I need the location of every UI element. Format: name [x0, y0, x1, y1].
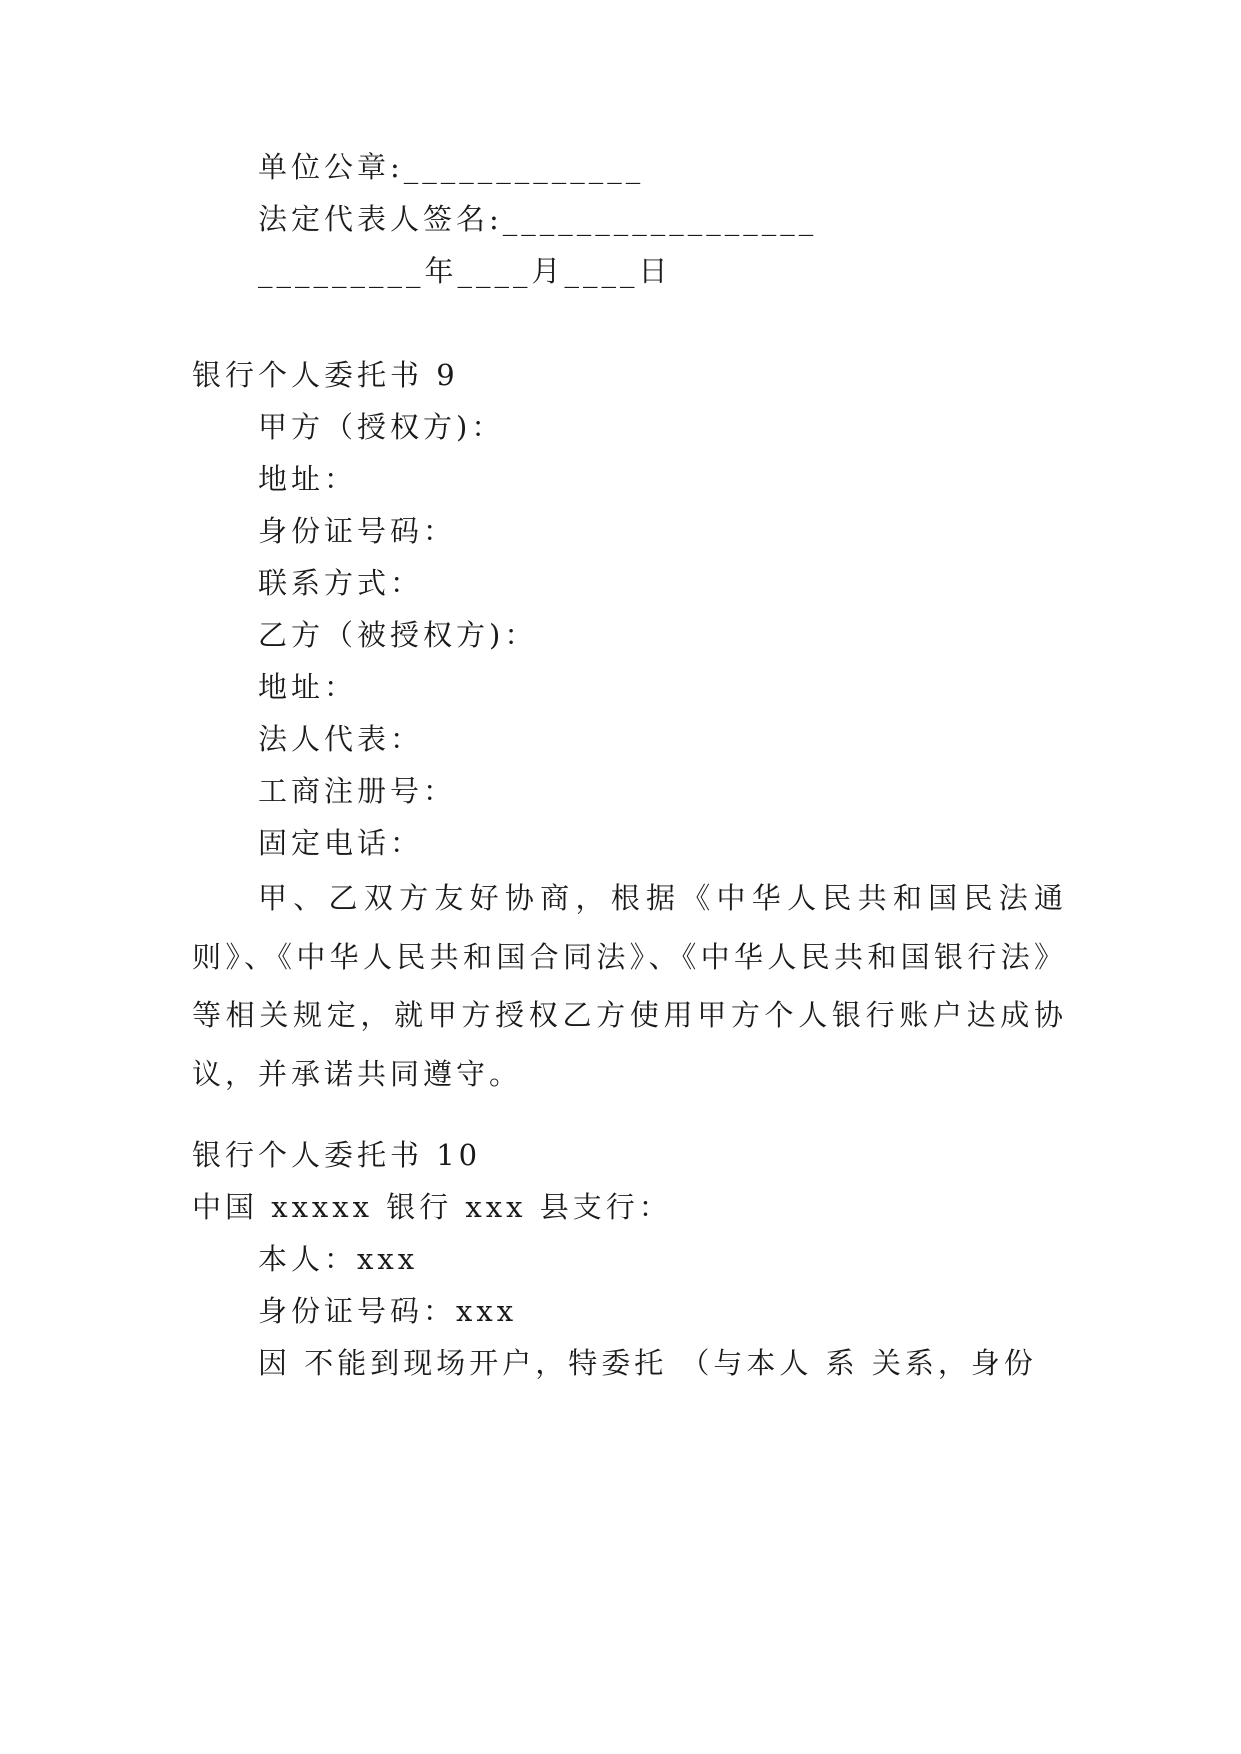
addressee-line: 中国 xxxxx 银行 xxx 县支行： — [192, 1190, 672, 1224]
reason-line: 因 不能到现场开户，特委托 （与本人 系 关系，身份 — [258, 1346, 1037, 1380]
party-b-registration-label: 工商注册号： — [258, 774, 457, 808]
party-a-label: 甲方（授权方)： — [258, 410, 505, 444]
principal-line: 本人：xxx — [258, 1242, 419, 1276]
party-a-id-label: 身份证号码： — [258, 514, 457, 548]
agreement-paragraph: 甲、乙双方友好协商，根据《中华人民共和国民法通则》、《中华人民共和国合同法》、《中华人民共和国银行法》等相关规定，就甲方授权乙方使用甲方个人银行账户达成协议，并承诺共同遵守。 — [192, 881, 1067, 1091]
principal-id-line: 身份证号码：xxx — [258, 1294, 518, 1328]
section-10-title: 银行个人委托书 10 — [192, 1138, 482, 1172]
company-seal-line: 单位公章:_____________ — [258, 150, 645, 184]
party-b-legal-rep-label: 法人代表： — [258, 722, 424, 756]
legal-rep-signature-line: 法定代表人签名:_________________ — [258, 202, 818, 236]
party-b-label: 乙方（被授权方)： — [258, 618, 538, 652]
party-b-phone-label: 固定电话： — [258, 826, 424, 860]
party-b-address-label: 地址： — [258, 670, 358, 704]
party-a-address-label: 地址： — [258, 462, 358, 496]
party-a-contact-label: 联系方式： — [258, 566, 424, 600]
section-9-title: 银行个人委托书 9 — [192, 358, 459, 392]
date-line: _________年____月____日 — [258, 254, 672, 288]
